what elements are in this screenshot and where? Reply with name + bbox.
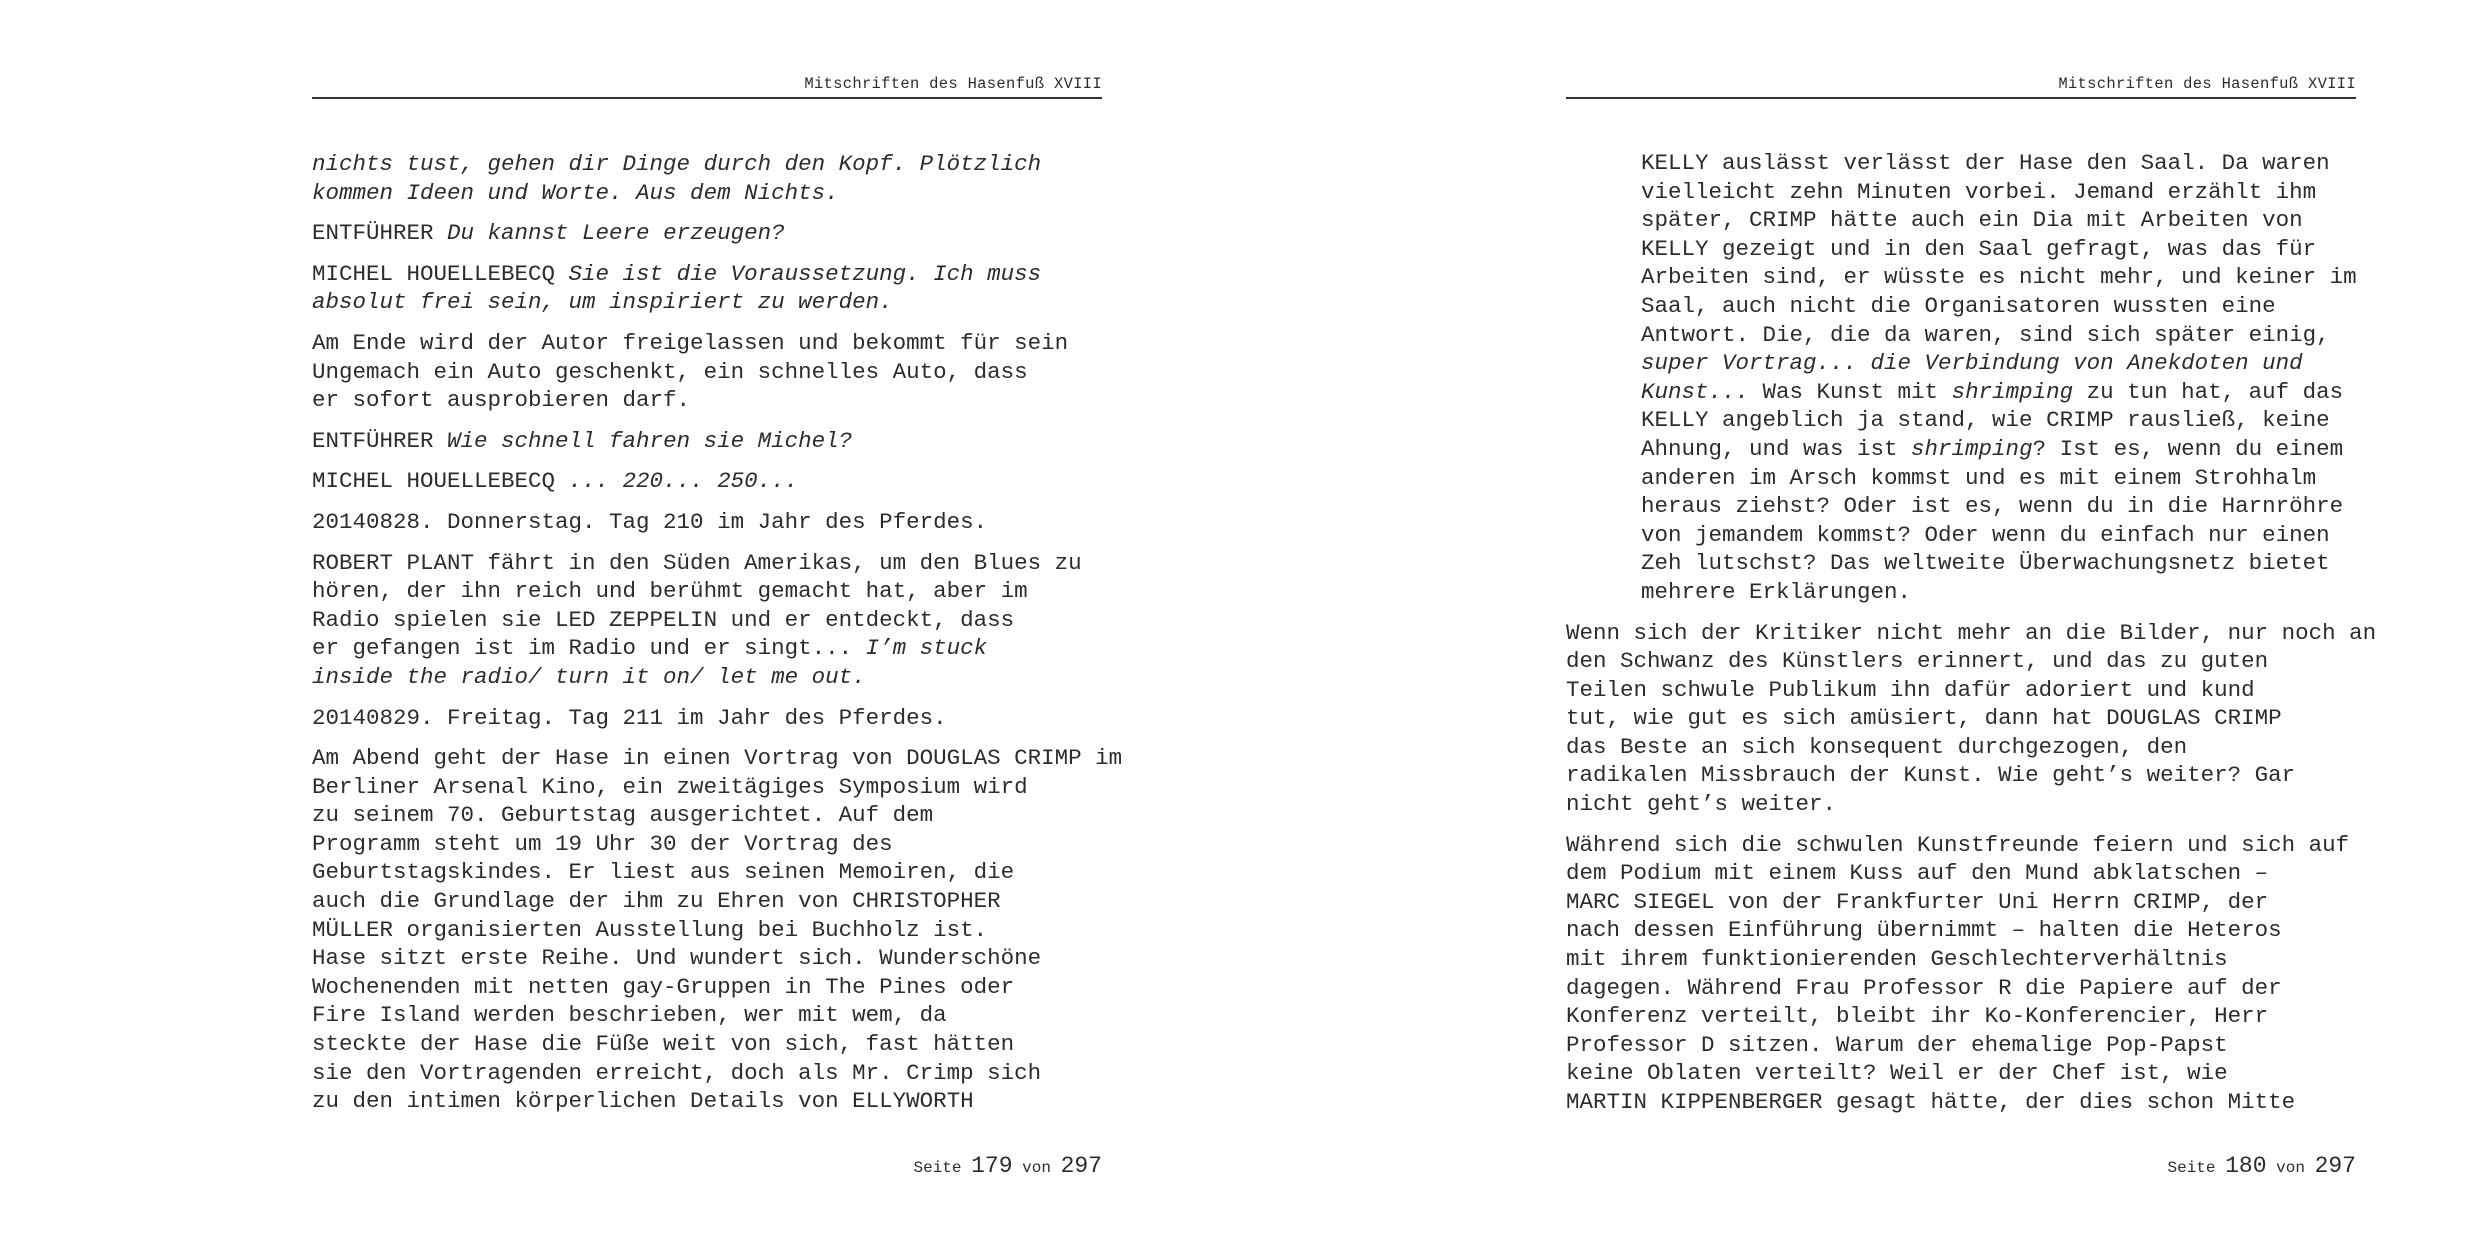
text-line	[1566, 888, 2366, 917]
text: hören, der ihn reich und berühmt gemacht hat, aber im	[312, 578, 1028, 605]
text: Programm steht um 19 Uhr 30 der Vortrag des	[312, 830, 893, 857]
text-line	[312, 973, 1112, 1002]
footer-page-total: 297	[2314, 1153, 2356, 1179]
text: MICHEL HOUELLEBECQ	[312, 260, 569, 287]
text-line	[312, 329, 1112, 358]
page-footer	[1566, 1148, 2356, 1186]
text-line	[1566, 945, 2366, 974]
text-line	[312, 606, 1112, 635]
running-header: Mitschriften des Hasenfuß XVIII	[804, 75, 1102, 93]
text: Während sich die schwulen Kunstfreunde feiern und sich auf	[1566, 831, 2350, 858]
footer-word-seite: Seite	[2167, 1159, 2216, 1177]
text: Wenn sich der Kritiker nicht mehr an die Bilder, nur noch an	[1566, 619, 2377, 646]
text-line	[1641, 321, 2366, 350]
text-line	[1566, 676, 2366, 705]
paragraph	[1566, 619, 2377, 819]
text-line	[1566, 790, 2366, 819]
text-line	[1566, 704, 2366, 733]
text: heraus ziehst? Oder ist es, wenn du in die Harnröhre	[1641, 493, 2344, 520]
text: auch die Grundlage der ihm zu Ehren von CHRISTOPHER	[312, 888, 1001, 915]
page-body	[1566, 149, 2377, 1129]
italic-text: ... 220... 250...	[568, 468, 799, 495]
footer-page-total: 297	[1060, 1153, 1102, 1179]
italic-text: I’m stuck	[865, 635, 988, 662]
text: keine Oblaten verteilt? Weil er der Chef ist, wie	[1566, 1060, 2228, 1087]
text-line	[1641, 235, 2366, 264]
text-line	[1641, 349, 2366, 378]
text: Wochenenden mit netten gay-Gruppen in The Pines oder	[312, 973, 1015, 1000]
text-line	[312, 219, 1112, 248]
paragraph	[312, 704, 1112, 733]
text-line	[1566, 1088, 2366, 1117]
text-line	[1566, 1031, 2366, 1060]
text: von jemandem kommst? Oder wenn du einfach nur einen	[1641, 521, 2330, 548]
text-line	[1566, 619, 2377, 648]
text-line	[312, 1059, 1112, 1088]
text: Antwort. Die, die da waren, sind sich später einig,	[1641, 321, 2330, 348]
text: Hase sitzt erste Reihe. Und wundert sich. Wunderschöne	[312, 945, 1042, 972]
text: KELLY gezeigt und in den Saal gefragt, was das für	[1641, 235, 2317, 262]
text-line	[312, 704, 1112, 733]
text-line	[312, 549, 1112, 578]
paragraph	[1566, 149, 2366, 607]
text-line	[312, 663, 1112, 692]
text: er sofort ausprobieren darf.	[312, 387, 691, 414]
footer-word-seite: Seite	[913, 1159, 962, 1177]
text-line	[312, 577, 1112, 606]
italic-text: Wie schnell fahren sie Michel?	[447, 427, 853, 454]
text-line	[312, 427, 1112, 456]
text-line	[1641, 149, 2366, 178]
text-line	[1566, 831, 2366, 860]
text: ENTFÜHRER	[312, 220, 448, 247]
text: Am Ende wird der Autor freigelassen und bekommt für sein	[312, 329, 1069, 356]
text: das Beste an sich konsequent durchgezogen, den	[1566, 733, 2188, 760]
text: Berliner Arsenal Kino, ein zweitägiges Symposium wird	[312, 773, 1028, 800]
text: Arbeiten sind, er wüsste es nicht mehr, und keiner im	[1641, 264, 2357, 291]
paragraph	[312, 427, 1112, 456]
text: Ahnung, und was ist	[1641, 435, 1912, 462]
text-line	[312, 744, 1123, 773]
text-line	[1566, 1059, 2366, 1088]
text-line	[312, 887, 1112, 916]
text: nicht geht’s weiter.	[1566, 791, 1837, 818]
text-line	[312, 801, 1112, 830]
text: anderen im Arsch kommst und es mit einem Strohhalm	[1641, 464, 2317, 491]
text-line	[312, 179, 1112, 208]
paragraph	[312, 150, 1112, 207]
text: tut, wie gut es sich amüsiert, dann hat DOUGLAS CRIMP	[1566, 705, 2282, 732]
italic-text: shrimping	[1951, 378, 2074, 405]
running-header: Mitschriften des Hasenfuß XVIII	[2058, 75, 2356, 93]
footer-word-von: von	[1022, 1159, 1051, 1177]
text-line	[1641, 578, 2366, 607]
italic-text: nichts tust, gehen dir Dinge durch den Kopf. Plötzlich	[312, 151, 1042, 177]
text: KELLY angeblich ja stand, wie CRIMP rausließ, keine	[1641, 407, 2330, 434]
text-line	[312, 467, 1112, 496]
text: nach dessen Einführung übernimmt – halten die Heteros	[1566, 917, 2282, 944]
footer-page-number: 179	[971, 1153, 1013, 1179]
text: ? Ist es, wenn du einem	[2032, 435, 2344, 462]
footer-page-number: 180	[2225, 1153, 2267, 1179]
text: 20140829. Freitag. Tag 211 im Jahr des Pferdes.	[312, 704, 947, 731]
text-line	[312, 508, 1112, 537]
text: dagegen. Während Frau Professor R die Papiere auf der	[1566, 974, 2282, 1001]
text-line	[312, 386, 1112, 415]
text: Saal, auch nicht die Organisatoren wussten eine	[1641, 292, 2276, 319]
text: zu den intimen körperlichen Details von ELLYWORTH	[312, 1088, 974, 1115]
italic-text: super Vortrag... die Verbindung von Anekdoten und	[1641, 350, 2303, 377]
italic-text: Kunst...	[1641, 378, 1750, 405]
text-line	[1566, 916, 2366, 945]
text: vielleicht zehn Minuten vorbei. Jemand erzählt ihm	[1641, 178, 2317, 205]
footer-word-von: von	[2276, 1159, 2305, 1177]
text: sie den Vortragenden erreicht, doch als Mr. Crimp sich	[312, 1059, 1042, 1086]
text: später, CRIMP hätte auch ein Dia mit Arbeiten von	[1641, 207, 2303, 234]
text: Radio spielen sie LED ZEPPELIN und er entdeckt, dass	[312, 606, 1015, 633]
text: dem Podium mit einem Kuss auf den Mund abklatschen –	[1566, 860, 2269, 887]
left-page	[312, 0, 1123, 1240]
text: KELLY auslässt verlässt der Hase den Saal. Da waren	[1641, 150, 2330, 176]
text-line	[1641, 464, 2366, 493]
paragraph	[312, 467, 1112, 496]
paragraph	[1566, 831, 2366, 1117]
text-line	[312, 916, 1112, 945]
header-rule	[1566, 97, 2356, 99]
text: Ungemach ein Auto geschenkt, ein schnelles Auto, dass	[312, 358, 1028, 385]
text-line	[312, 288, 1112, 317]
text: ENTFÜHRER	[312, 427, 448, 454]
text-line	[312, 358, 1112, 387]
italic-text: Sie ist die Voraussetzung. Ich muss	[568, 260, 1042, 287]
text: Am Abend geht der Hase in einen Vortrag von DOUGLAS CRIMP im	[312, 745, 1123, 772]
text: mehrere Erklärungen.	[1641, 578, 1912, 605]
text: er gefangen ist im Radio und er singt...	[312, 635, 866, 662]
text-line	[312, 1001, 1112, 1030]
italic-text: inside the radio/ turn it on/ let me out.	[312, 663, 866, 690]
text: Fire Island werden beschrieben, wer mit wem, da	[312, 1002, 947, 1029]
text: MÜLLER organisierten Ausstellung bei Buchholz ist.	[312, 916, 988, 943]
text-line	[312, 944, 1112, 973]
text-line	[312, 773, 1112, 802]
text: Professor D sitzen. Warum der ehemalige Pop-Papst	[1566, 1031, 2228, 1058]
text: Was Kunst mit	[1749, 378, 1952, 405]
text: radikalen Missbrauch der Kunst. Wie geht’s weiter? Gar	[1566, 762, 2296, 789]
text-line	[1566, 647, 2366, 676]
page-body	[312, 150, 1123, 1128]
text-line	[1641, 178, 2366, 207]
page-footer	[312, 1148, 1102, 1186]
text-line	[312, 150, 1112, 179]
text: MICHEL HOUELLEBECQ	[312, 468, 569, 495]
paragraph	[312, 219, 1112, 248]
text-line	[1566, 859, 2366, 888]
text-line	[1566, 1002, 2366, 1031]
text: Konferenz verteilt, bleibt ihr Ko-Konferencier, Herr	[1566, 1003, 2269, 1030]
text: mit ihrem funktionierenden Geschlechterverhältnis	[1566, 946, 2228, 973]
text: Geburtstagskindes. Er liest aus seinen Memoiren, die	[312, 859, 1015, 886]
text-line	[312, 858, 1112, 887]
text-line	[1566, 974, 2366, 1003]
text-line	[1641, 492, 2366, 521]
right-page	[1566, 0, 2377, 1240]
text: MARC SIEGEL von der Frankfurter Uni Herrn CRIMP, der	[1566, 888, 2269, 915]
header-rule	[312, 97, 1102, 99]
text-line	[1641, 378, 2366, 407]
text-line	[312, 1087, 1112, 1116]
text-line	[312, 1030, 1112, 1059]
text-line	[312, 634, 1112, 663]
text-line	[1641, 206, 2366, 235]
text-line	[1641, 549, 2366, 578]
italic-text: Du kannst Leere erzeugen?	[447, 220, 785, 247]
italic-text: absolut frei sein, um inspiriert zu werden.	[312, 289, 893, 316]
text: MARTIN KIPPENBERGER gesagt hätte, der dies schon Mitte	[1566, 1089, 2296, 1115]
text-line	[1566, 733, 2366, 762]
text-line	[1641, 521, 2366, 550]
text: Teilen schwule Publikum ihn dafür adoriert und kund	[1566, 676, 2255, 703]
italic-text: kommen Ideen und Worte. Aus dem Nichts.	[312, 179, 839, 206]
text-line	[312, 830, 1112, 859]
text: zu seinem 70. Geburtstag ausgerichtet. Auf dem	[312, 802, 934, 829]
text: zu tun hat, auf das	[2073, 378, 2344, 405]
paragraph	[312, 260, 1112, 317]
text: den Schwanz des Künstlers erinnert, und das zu guten	[1566, 648, 2269, 675]
text: 20140828. Donnerstag. Tag 210 im Jahr des Pferdes.	[312, 508, 988, 535]
paragraph	[312, 549, 1112, 692]
text-line	[1641, 263, 2366, 292]
text-line	[1641, 406, 2366, 435]
text-line	[1566, 761, 2366, 790]
text-line	[1641, 435, 2366, 464]
text: steckte der Hase die Füße weit von sich, fast hätten	[312, 1031, 1015, 1058]
paragraph	[312, 744, 1123, 1116]
text-line	[1641, 292, 2366, 321]
text: ROBERT PLANT fährt in den Süden Amerikas, um den Blues zu	[312, 549, 1082, 576]
text-line	[312, 260, 1112, 289]
paragraph	[312, 329, 1112, 415]
text: Zeh lutschst? Das weltweite Überwachungsnetz bietet	[1641, 550, 2330, 577]
paragraph	[312, 508, 1112, 537]
italic-text: shrimping	[1911, 435, 2033, 462]
